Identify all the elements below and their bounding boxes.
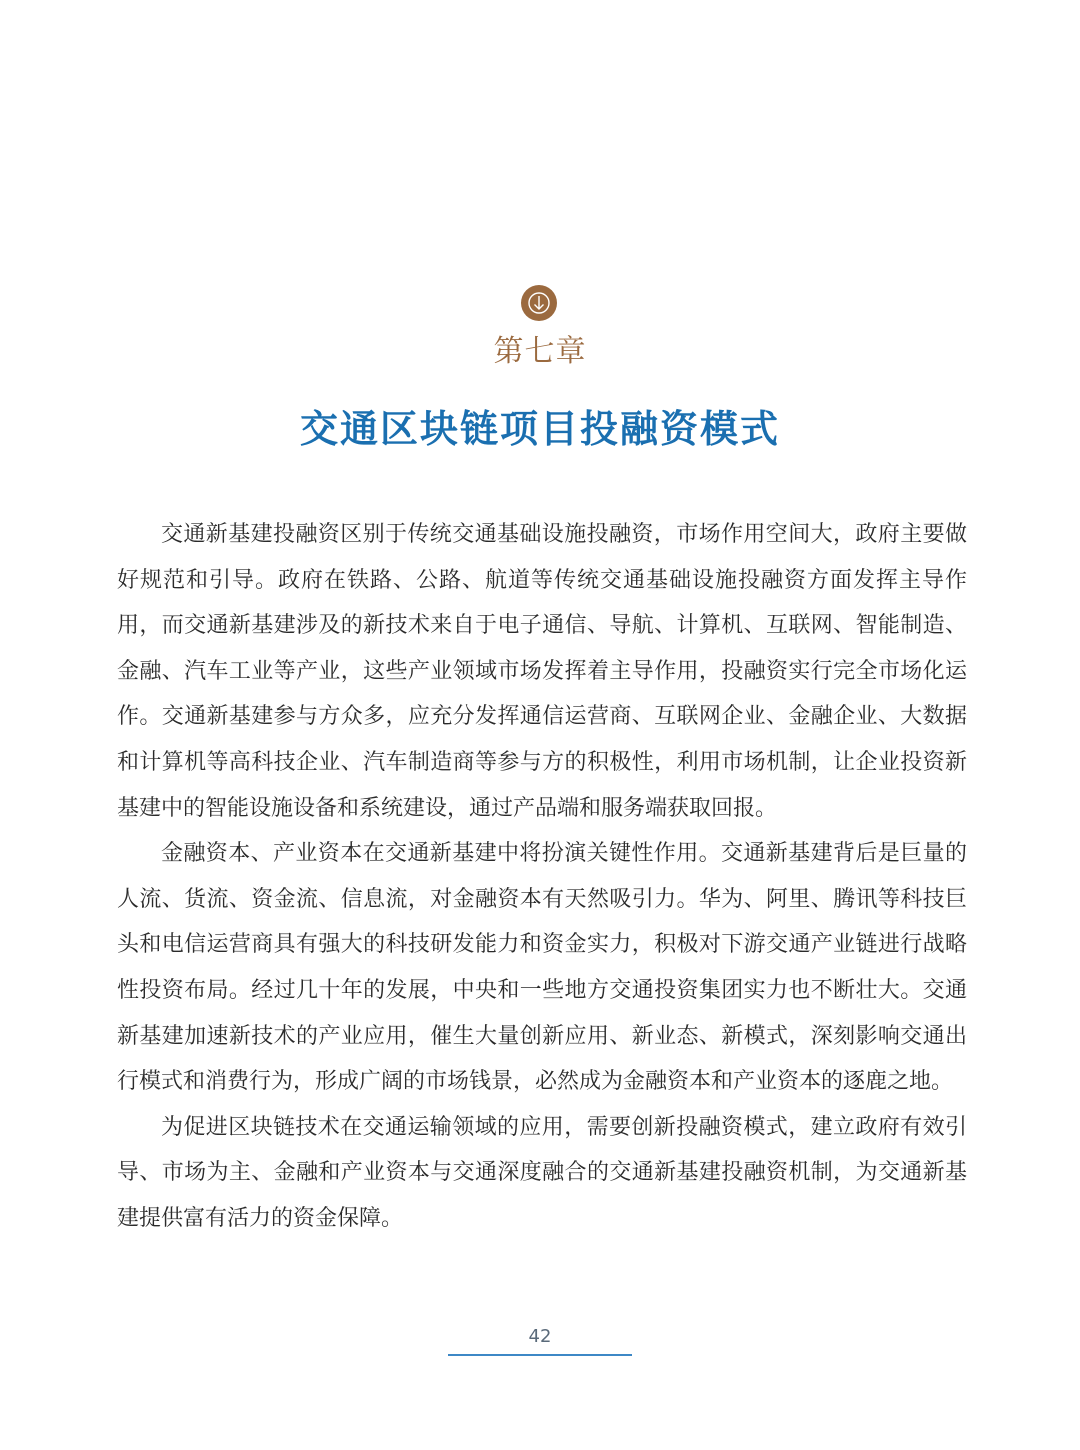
chapter-title: 交通区块链项目投融资模式: [299, 407, 780, 451]
down-arrow-glyph: [521, 285, 557, 321]
paragraph: 交通新基建投融资区别于传统交通基础设施投融资，市场作用空间大，政府主要做好规范和引导。政府在铁路、公路、航道等传统交通基础设施投融资方面发挥主导作用，而交通新基建涉及的新技术来自于电子通信、导航、计算机、互联网、智能制造、金融、汽车工业等产业，这些产业领域市场发挥着主导作用，投融资实行完全市场化运作。交通新基建参与方众多，应充分发挥通信运营商、互联网企业、金融企业、大数据和计算机等高科技企业、汽车制造商等参与方的积极性，利用市场机制，让企业投资新基建中的智能设施设备和系统建设，通过产品端和服务端获取回报。: [117, 522, 967, 821]
body-text: [117, 512, 967, 1242]
page-number-rule: [448, 1354, 632, 1356]
page-number: 42: [528, 1326, 552, 1347]
down-arrow-circle-icon: [521, 285, 557, 321]
paragraph: 为促进区块链技术在交通运输领域的应用，需要创新投融资模式，建立政府有效引导、市场为主、金融和产业资本与交通深度融合的交通新基建投融资机制，为交通新基建提供富有活力的资金保障。: [117, 1114, 967, 1231]
paragraph: 金融资本、产业资本在交通新基建中将扮演关键性作用。交通新基建背后是巨量的人流、货流、资金流、信息流，对金融资本有天然吸引力。华为、阿里、腾讯等科技巨头和电信运营商具有强大的科技研发能力和资金实力，积极对下游交通产业链进行战略性投资布局。经过几十年的发展，中央和一些地方交通投资集团实力也不断壮大。交通新基建加速新技术的产业应用，催生大量创新应用、新业态、新模式，深刻影响交通出行模式和消费行为，形成广阔的市场钱景，必然成为金融资本和产业资本的逐鹿之地。: [117, 841, 967, 1095]
chapter-label: 第七章: [493, 334, 587, 369]
